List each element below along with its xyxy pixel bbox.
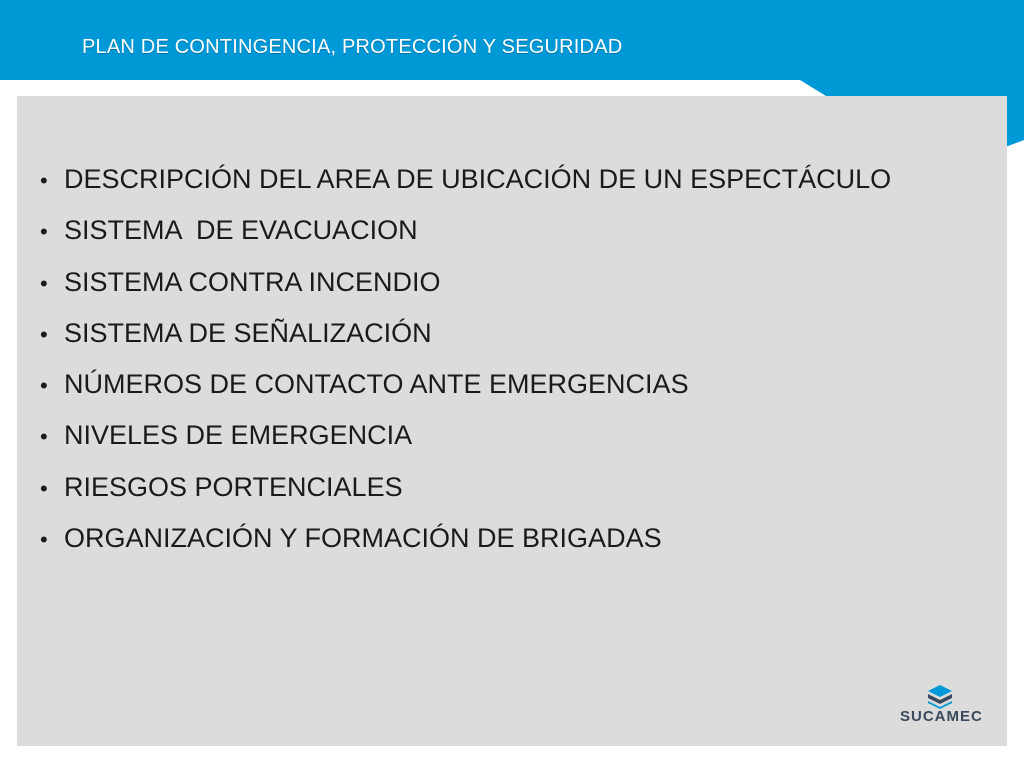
list-item-text: RIESGOS PORTENCIALES (64, 471, 403, 502)
bullet-icon: • (40, 373, 48, 399)
list-item-text: SISTEMA CONTRA INCENDIO (64, 266, 441, 297)
list-item (40, 267, 891, 318)
bullet-list (40, 164, 891, 574)
list-item-text: DESCRIPCIÓN DEL AREA DE UBICACIÓN DE UN ESPECTÁCULO (64, 164, 892, 194)
list-item-text: SISTEMA DE SEÑALIZACIÓN (64, 317, 432, 348)
bullet-icon: • (40, 475, 48, 501)
bullet-icon: • (40, 270, 48, 296)
bullet-icon: • (40, 168, 48, 193)
list-item-text: ORGANIZACIÓN Y FORMACIÓN DE BRIGADAS (64, 523, 662, 554)
list-item (40, 472, 891, 523)
list-item-text: SISTEMA DE EVACUACION (64, 215, 418, 246)
list-item (40, 369, 891, 420)
page-title: PLAN DE CONTINGENCIA, PROTECCIÓN Y SEGURIDAD (82, 36, 623, 58)
sucamec-logo-icon (927, 684, 953, 710)
logo-text: SUCAMEC (900, 708, 983, 725)
list-item (40, 215, 891, 266)
bullet-icon: • (40, 321, 48, 347)
list-item-text: NIVELES DE EMERGENCIA (64, 420, 413, 451)
list-item (40, 523, 891, 574)
bullet-icon: • (40, 219, 48, 245)
list-item (40, 420, 891, 471)
list-item (40, 164, 891, 215)
bullet-icon: • (40, 527, 48, 553)
bullet-icon: • (40, 424, 48, 450)
list-item (40, 318, 891, 369)
list-item-text: NÚMEROS DE CONTACTO ANTE EMERGENCIAS (64, 369, 689, 400)
